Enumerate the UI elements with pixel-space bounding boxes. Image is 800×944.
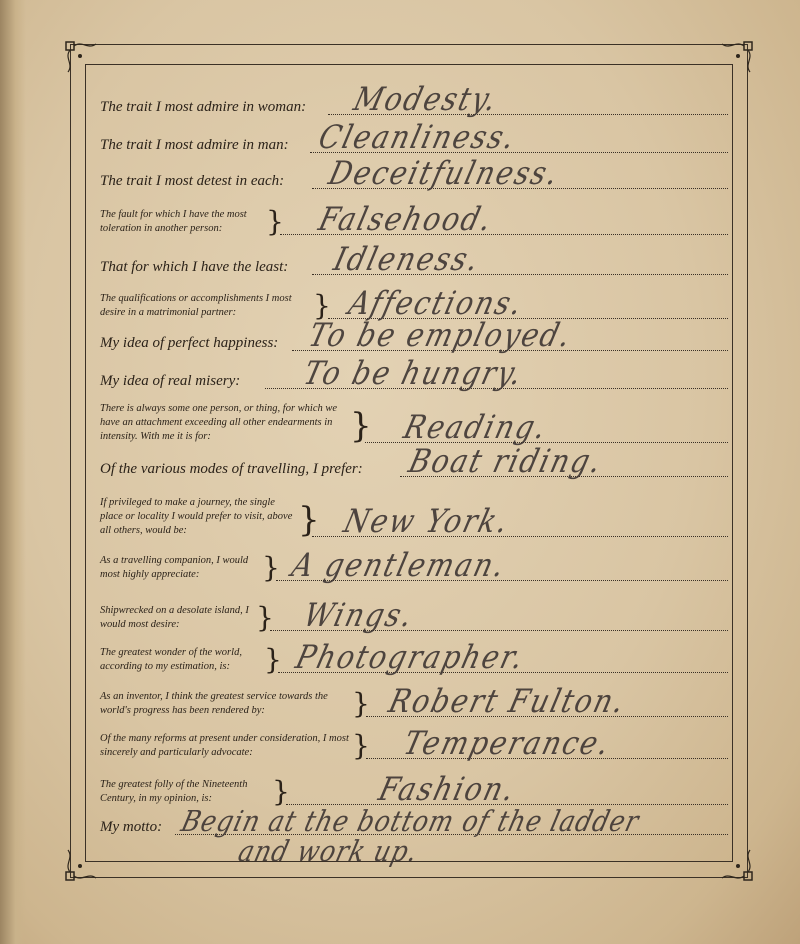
question-row xyxy=(100,396,728,448)
handwritten-answer: New York. xyxy=(340,502,514,540)
question-row xyxy=(100,154,728,194)
question-label: As an inventor, I think the greatest service towards the world's progress has been rendered by: xyxy=(100,691,328,716)
handwritten-answer: Robert Fulton. xyxy=(385,682,630,720)
brace-icon: } xyxy=(266,205,284,238)
handwritten-answer: Wings. xyxy=(300,596,418,634)
question-label: There is always some one person, or thing, for which we have an attachment exceeding all other endearments in intensity. With me it is for: xyxy=(100,403,338,442)
brace-icon: } xyxy=(264,643,282,676)
question-label: The trait I most admire in woman: xyxy=(100,99,307,115)
question-label: My idea of perfect happiness: xyxy=(100,335,279,351)
handwritten-answer: Falsehood. xyxy=(315,200,498,238)
question-row xyxy=(100,722,728,764)
book-spine-shadow xyxy=(0,0,26,944)
question-label: The greatest wonder of the world, according to my estimation, is: xyxy=(100,647,242,672)
handwritten-answer: Boat riding. xyxy=(405,442,607,480)
question-label: Of the various modes of travelling, I prefer: xyxy=(100,461,363,477)
question-label: As a travelling companion, I would most highly appreciate: xyxy=(100,555,249,580)
handwritten-answer: Temperance. xyxy=(400,724,615,762)
question-row xyxy=(100,80,728,120)
motto-label: My motto: xyxy=(100,819,163,835)
brace-icon: } xyxy=(298,500,320,540)
question-label: The fault for which I have the most toleration in another person: xyxy=(100,209,247,234)
motto-answer-line1: Begin at the bottom of the ladder xyxy=(178,804,643,838)
question-label: The qualifications or accomplishments I most desire in a matrimonial partner: xyxy=(100,293,292,318)
handwritten-answer: Cleanliness. xyxy=(315,118,521,156)
question-row xyxy=(100,544,728,586)
question-row xyxy=(100,316,728,356)
handwritten-answer: Photographer. xyxy=(292,638,530,676)
question-label: Shipwrecked on a desolate island, I would most desire: xyxy=(100,605,249,630)
handwritten-answer: To be hungry. xyxy=(300,354,528,392)
question-row xyxy=(100,442,728,482)
handwritten-answer: Deceitfulness. xyxy=(325,154,564,192)
handwritten-answer: Modesty. xyxy=(350,80,503,118)
question-row xyxy=(100,490,728,542)
handwritten-answer: Reading. xyxy=(400,408,552,446)
question-row xyxy=(100,636,728,678)
question-label: The trait I most admire in man: xyxy=(100,137,289,153)
corner-ornament-icon xyxy=(60,36,100,76)
handwritten-answer: Idleness. xyxy=(330,240,485,278)
handwritten-answer: To be employed. xyxy=(305,316,577,354)
motto-answer-line2: and work up. xyxy=(235,834,422,868)
brace-icon: } xyxy=(262,551,280,584)
corner-ornament-icon xyxy=(60,846,100,886)
question-row xyxy=(100,354,728,394)
question-row xyxy=(100,240,728,280)
corner-ornament-icon xyxy=(718,36,758,76)
brace-icon: } xyxy=(256,601,274,634)
question-row xyxy=(100,594,728,636)
brace-icon: } xyxy=(313,289,331,322)
handwritten-answer: A gentleman. xyxy=(288,546,511,584)
brace-icon: } xyxy=(352,729,370,762)
handwritten-answer: Fashion. xyxy=(375,770,520,808)
handwritten-answer: Affections. xyxy=(345,284,528,322)
motto-row-continuation xyxy=(100,836,728,870)
question-label: My idea of real misery: xyxy=(100,373,241,389)
brace-icon: } xyxy=(350,406,372,446)
question-label: The greatest folly of the Nineteenth Century, in my opinion, is: xyxy=(100,779,248,804)
question-label: If privileged to make a journey, the single place or locality I would prefer to visit, above all others, would be: xyxy=(100,497,293,536)
question-row xyxy=(100,680,728,722)
question-row xyxy=(100,198,728,240)
brace-icon: } xyxy=(352,687,370,720)
question-row xyxy=(100,118,728,158)
question-label: That for which I have the least: xyxy=(100,259,289,275)
question-label: Of the many reforms at present under consideration, I most sincerely and particularly advocate: xyxy=(100,733,349,758)
question-label: The trait I most detest in each: xyxy=(100,173,285,189)
brace-icon: } xyxy=(272,775,290,808)
